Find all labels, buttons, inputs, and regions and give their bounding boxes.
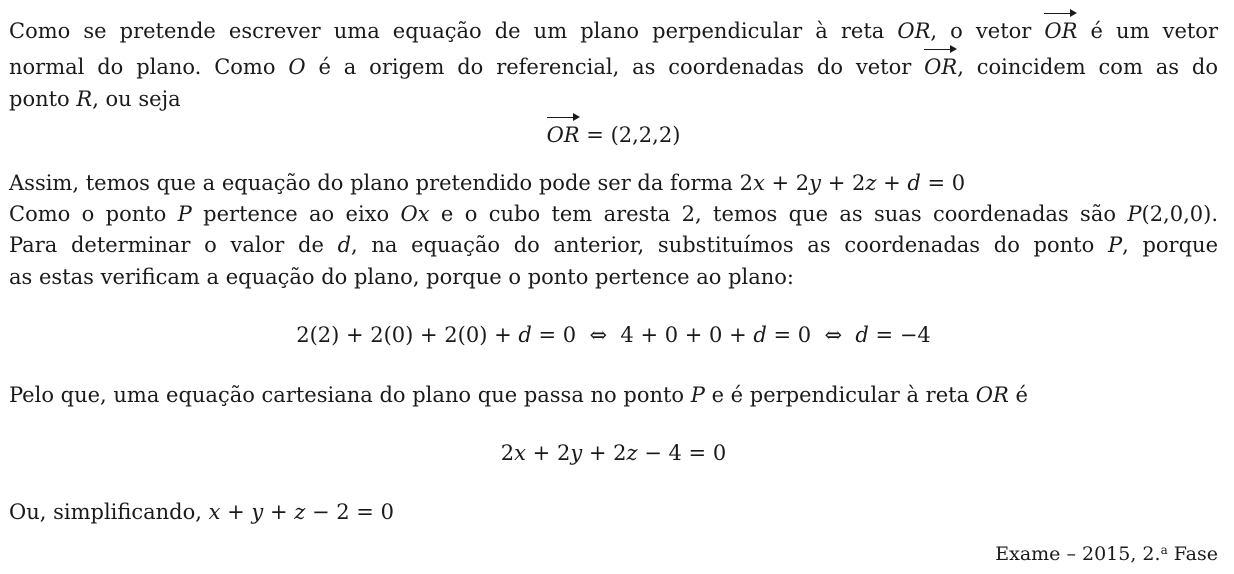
vector-OR: OR (547, 118, 580, 152)
math-P: P (1107, 233, 1123, 257)
paragraph-4-line-2: as estas verificam a equação do plano, porque o ponto pertence ao plano: (9, 265, 794, 289)
text-segment: Assim, temos que a equação do plano pretendido pode ser da forma (9, 171, 740, 195)
paragraph-2 (9, 166, 965, 200)
text-segment: é (1008, 383, 1028, 407)
equation-plane (9, 436, 1218, 470)
paragraph-1-line-2 (9, 50, 1218, 84)
math-Ox: Ox (400, 202, 430, 226)
text-segment: é a origem do referencial, as coordenadas do vetor (305, 55, 925, 79)
math-P-coords: P(2,0,0). (1127, 202, 1218, 226)
text-segment: , o vetor (930, 19, 1045, 43)
text-segment: Pelo que, uma equação cartesiana do plano que passa no ponto (9, 383, 691, 407)
text-segment: ponto (9, 87, 77, 111)
paragraph-1-line-1 (9, 14, 1218, 48)
paragraph-6 (9, 495, 394, 529)
text-segment: , coincidem com as do (957, 55, 1218, 79)
math-OR: OR (897, 19, 931, 43)
exam-ordinal: a (1160, 543, 1168, 557)
math-O: O (288, 55, 306, 79)
math-d: d (337, 233, 352, 257)
text-segment: , na equação do anterior, substituímos as coordenadas do ponto (351, 233, 1108, 257)
paragraph-4-line-1 (9, 228, 1218, 262)
paragraph-5 (9, 378, 1028, 412)
paragraph-3 (9, 197, 1218, 231)
vector-OR: OR (1044, 14, 1077, 48)
math-plane-equation: 2x + 2y + 2z − 4 = 0 (500, 441, 727, 465)
math-P: P (690, 383, 705, 407)
math-substitution: 2(2) + 2(0) + 2(0) + d = 0 ⇔ 4 + 0 + 0 + d = 0 ⇔ d = −4 (296, 323, 931, 347)
text-segment: e é perpendicular à reta (704, 383, 976, 407)
text-segment: é um vetor (1077, 19, 1218, 43)
math-R: R (76, 87, 93, 111)
math-simplified-equation: x + y + z − 2 = 0 (208, 500, 394, 524)
text-segment: e o cubo tem aresta 2, temos que as suas coordenadas são (429, 202, 1128, 226)
paragraph-1-line-3 (9, 82, 181, 116)
exam-phase: Fase (1173, 543, 1218, 565)
math-OR: OR (975, 383, 1009, 407)
vector-OR: OR (924, 50, 957, 84)
math-plane-form: 2x + 2y + 2z + d = 0 (739, 171, 966, 195)
text-segment: Como se pretende escrever uma equação de um plano perpendicular à reta (9, 19, 898, 43)
text-segment: normal do plano. Como (9, 55, 289, 79)
text-segment: Ou, simplificando, (9, 500, 209, 524)
equation-vector-OR (9, 118, 1218, 152)
math-P: P (177, 202, 192, 226)
math-equals: = (2,2,2) (579, 123, 681, 147)
text-segment: pertence ao eixo (191, 202, 401, 226)
text-segment: , porque (1122, 233, 1218, 257)
solution-document (9, 0, 1218, 574)
exam-source (9, 533, 1218, 571)
text-segment: Como o ponto (9, 202, 178, 226)
exam-label: Exame – 2015, 2. (995, 543, 1161, 565)
equation-substitution (9, 318, 1218, 352)
text-segment: , ou seja (92, 87, 181, 111)
text-segment: Para determinar o valor de (9, 233, 338, 257)
